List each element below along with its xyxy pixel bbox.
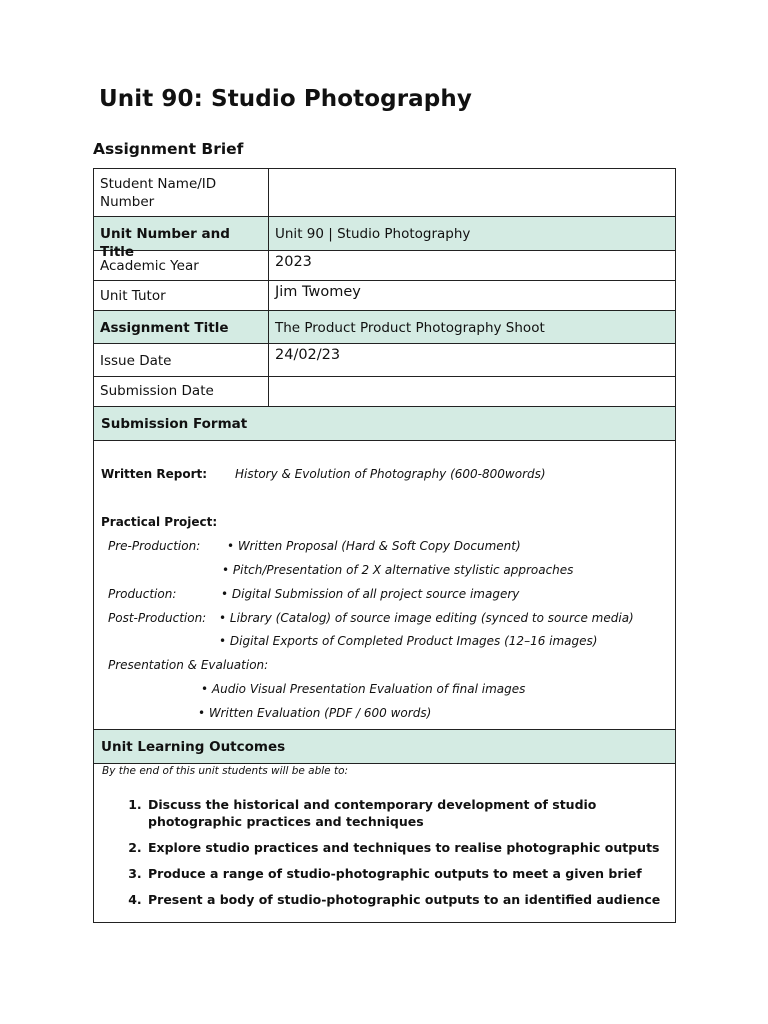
- value-issue-date: 24/02/23: [275, 347, 341, 363]
- label-unit-tutor: Unit Tutor: [94, 281, 269, 310]
- label-academic-year: Academic Year: [94, 251, 269, 280]
- row-assignment-title: [94, 311, 675, 344]
- post-production-item-1: • Library (Catalog) of source image editing (synced to source media): [219, 611, 634, 625]
- label-assignment-title: Assignment Title: [94, 311, 269, 343]
- section-subtitle: Assignment Brief: [93, 140, 244, 158]
- row-submission-date: [94, 377, 675, 407]
- submission-format-heading: Submission Format: [94, 407, 675, 441]
- pre-production-label: Pre-Production:: [108, 539, 201, 553]
- assignment-table: [93, 168, 676, 923]
- row-academic-year: [94, 251, 675, 281]
- presentation-label: Presentation & Evaluation:: [108, 658, 269, 672]
- outcome-item: 2. Explore studio practices and techniques to realise photographic outputs: [146, 839, 666, 856]
- production-label: Production:: [108, 587, 177, 601]
- row-unit-tutor: [94, 281, 675, 311]
- learning-outcomes-body: [94, 764, 675, 922]
- outcomes-intro: By the end of this unit students will be able to:: [102, 765, 349, 777]
- learning-outcomes-heading: Unit Learning Outcomes: [94, 730, 675, 764]
- value-submission-date: [269, 377, 675, 406]
- label-unit-number: Unit Number and Title: [94, 217, 269, 250]
- submission-format-body: [94, 441, 675, 730]
- production-item-1: • Digital Submission of all project source imagery: [221, 587, 520, 601]
- presentation-item-1: • Audio Visual Presentation Evaluation of final images: [201, 682, 526, 696]
- outcome-item: 4. Present a body of studio-photographic outputs to an identified audience: [146, 891, 666, 908]
- outcomes-list: [102, 796, 666, 917]
- value-unit-tutor: Jim Twomey: [275, 284, 361, 300]
- outcome-item: 3. Produce a range of studio-photographic outputs to meet a given brief: [146, 865, 666, 882]
- value-academic-year: 2023: [275, 254, 312, 270]
- outcome-item: 1. Discuss the historical and contemporary development of studio photographic practices and techniques: [146, 796, 666, 830]
- written-report-label: Written Report:: [101, 467, 208, 481]
- row-student-name: [94, 169, 675, 217]
- value-unit-number: Unit 90 | Studio Photography: [275, 226, 471, 242]
- written-report-text: History & Evolution of Photography (600-800words): [235, 467, 546, 481]
- post-production-item-2: • Digital Exports of Completed Product Images (12–16 images): [219, 634, 598, 648]
- value-student-name: [269, 169, 675, 216]
- label-issue-date: Issue Date: [94, 344, 269, 376]
- pre-production-item-2: • Pitch/Presentation of 2 X alternative stylistic approaches: [222, 563, 574, 577]
- pre-production-item-1: • Written Proposal (Hard & Soft Copy Document): [227, 539, 521, 553]
- label-student-name: Student Name/ID Number: [94, 169, 269, 216]
- row-unit-number: [94, 217, 675, 260]
- practical-project-label: Practical Project:: [101, 515, 218, 529]
- value-assignment-title: The Product Product Photography Shoot: [275, 320, 545, 336]
- page-title: Unit 90: Studio Photography: [99, 86, 472, 112]
- row-issue-date: [94, 344, 675, 377]
- post-production-label: Post-Production:: [108, 611, 207, 625]
- presentation-item-2: • Written Evaluation (PDF / 600 words): [198, 706, 432, 720]
- label-submission-date: Submission Date: [94, 377, 269, 406]
